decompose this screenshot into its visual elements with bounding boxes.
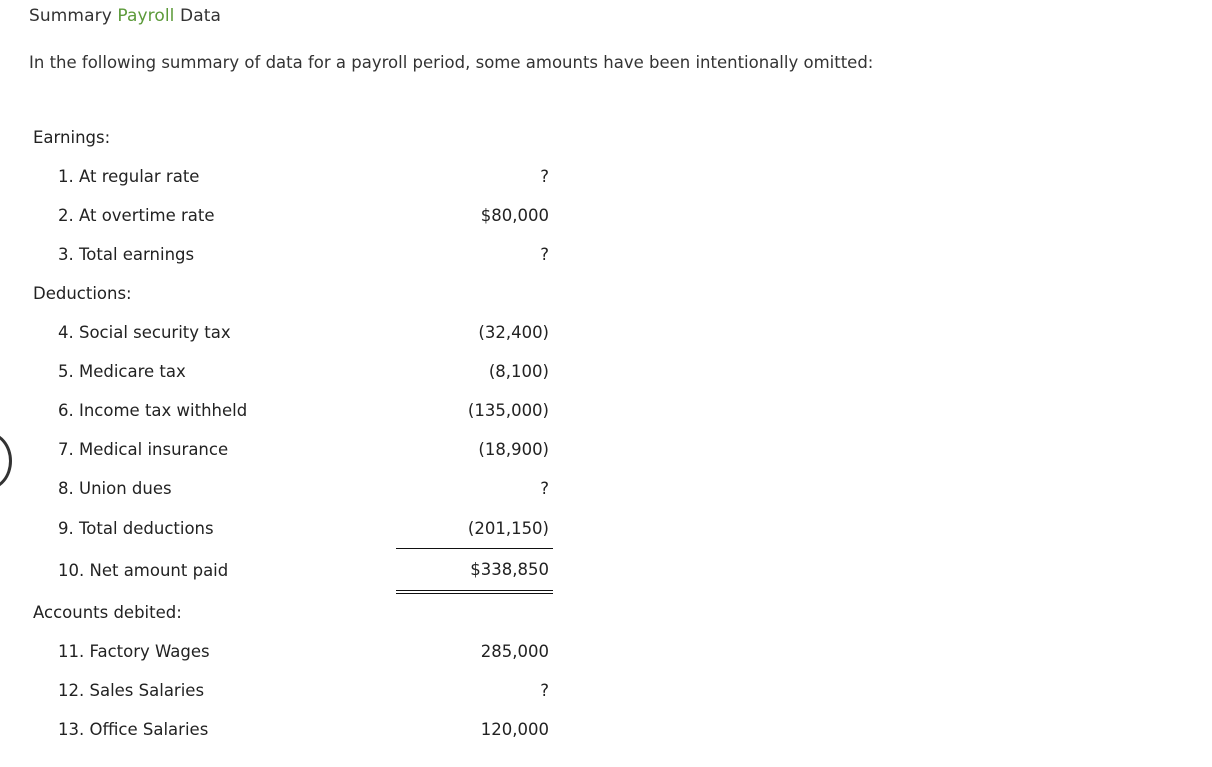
row-label-medical-insurance: 7. Medical insurance [58,440,229,459]
row-value-total-deductions: (201,150) [467,519,549,538]
row-label-overtime-rate: 2. At overtime rate [58,206,215,225]
row-value-regular-rate: ? [540,167,549,186]
title-suffix: Data [174,6,221,26]
side-circle-control[interactable] [0,432,12,490]
row-label-income-tax: 6. Income tax withheld [58,401,248,420]
title-accent-link[interactable]: Payroll [117,6,175,26]
total-double-rule [396,590,553,594]
section-accounts-heading: Accounts debited: [33,603,182,622]
row-label-regular-rate: 1. At regular rate [58,167,200,186]
row-value-total-earnings: ? [540,245,549,264]
page-title [29,6,221,26]
title-prefix: Summary [29,6,118,26]
row-label-sales-salaries: 12. Sales Salaries [58,681,205,700]
section-earnings-heading: Earnings: [33,128,111,147]
row-label-factory-wages: 11. Factory Wages [58,642,210,661]
subtotal-rule [396,548,553,549]
row-label-medicare: 5. Medicare tax [58,362,186,381]
row-value-overtime-rate: $80,000 [480,206,549,225]
row-label-office-salaries: 13. Office Salaries [58,720,209,739]
row-label-social-security: 4. Social security tax [58,323,231,342]
row-value-income-tax: (135,000) [467,401,549,420]
intro-text: In the following summary of data for a payroll period, some amounts have been intentionally omitted: [29,53,874,72]
row-value-social-security: (32,400) [478,323,549,342]
row-label-union-dues: 8. Union dues [58,479,172,498]
row-value-medicare: (8,100) [488,362,549,381]
row-label-net-amount: 10. Net amount paid [58,561,229,580]
row-value-union-dues: ? [540,479,549,498]
row-value-factory-wages: 285,000 [480,642,549,661]
row-value-office-salaries: 120,000 [480,720,549,739]
row-value-sales-salaries: ? [540,681,549,700]
row-value-net-amount: $338,850 [470,560,549,579]
section-deductions-heading: Deductions: [33,284,132,303]
row-label-total-earnings: 3. Total earnings [58,245,195,264]
row-value-medical-insurance: (18,900) [478,440,549,459]
row-label-total-deductions: 9. Total deductions [58,519,214,538]
